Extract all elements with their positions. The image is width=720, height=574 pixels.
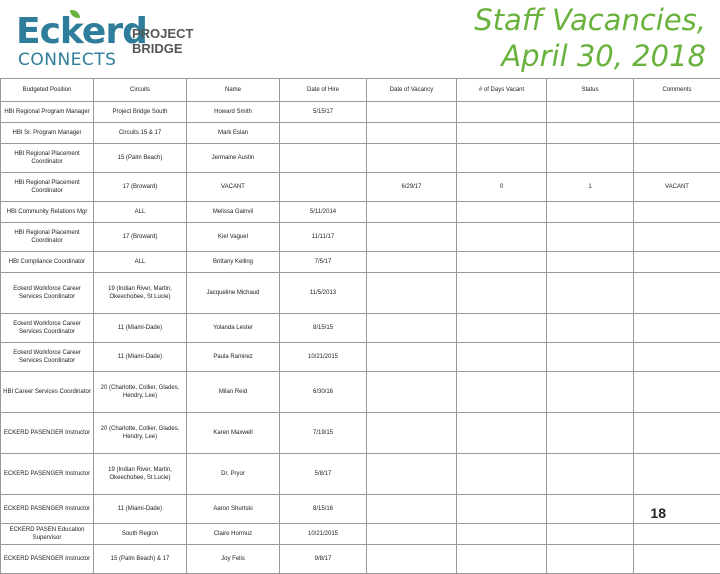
table-cell xyxy=(634,372,720,413)
table-cell: 5/15/17 xyxy=(280,102,367,123)
table-cell xyxy=(634,102,720,123)
title-line-1: Staff Vacancies, xyxy=(474,2,706,38)
table-cell xyxy=(367,202,457,223)
table-cell xyxy=(547,273,634,314)
table-cell: 1 xyxy=(547,173,634,202)
table-cell: 5/11/2014 xyxy=(280,202,367,223)
table-cell xyxy=(457,273,547,314)
table-cell xyxy=(280,173,367,202)
title-line-2: April 30, 2018 xyxy=(474,38,706,74)
table-row xyxy=(1,454,720,495)
table-cell xyxy=(547,123,634,144)
table-row xyxy=(1,223,720,252)
table-cell: 10/21/2015 xyxy=(280,343,367,372)
table-cell xyxy=(457,413,547,454)
table-cell xyxy=(367,343,457,372)
table-cell xyxy=(367,223,457,252)
table-cell xyxy=(634,413,720,454)
column-header: # of Days Vacant xyxy=(457,79,547,102)
table-row xyxy=(1,252,720,273)
table-cell xyxy=(367,102,457,123)
page-number: 18 xyxy=(650,505,666,521)
column-header: Circuits xyxy=(94,79,187,102)
table-cell xyxy=(367,454,457,495)
table-cell xyxy=(634,144,720,173)
column-header: Status xyxy=(547,79,634,102)
table-row xyxy=(1,273,720,314)
table-cell: HBI Career Services Coordinator xyxy=(1,372,94,413)
table-cell: 11 (Miami-Dade) xyxy=(94,343,187,372)
table-cell: 11/11/17 xyxy=(280,223,367,252)
table-cell: 10/21/2015 xyxy=(280,524,367,545)
table-cell xyxy=(457,495,547,524)
table-cell xyxy=(367,123,457,144)
table-cell xyxy=(547,413,634,454)
table-row xyxy=(1,102,720,123)
table-cell: 11/5/2013 xyxy=(280,273,367,314)
eckerd-project-bridge-logo xyxy=(14,10,194,72)
table-row xyxy=(1,343,720,372)
table-cell: 15 (Palm Beach) xyxy=(94,144,187,173)
table-row xyxy=(1,495,720,524)
table-cell: 19 (Indian River, Martin, Okeechobee, St Lucie) xyxy=(94,454,187,495)
table-cell: 8/15/15 xyxy=(280,314,367,343)
table-cell: Circuits 15 & 17 xyxy=(94,123,187,144)
table-cell: Karen Maxwell xyxy=(187,413,280,454)
table-cell: 6/30/16 xyxy=(280,372,367,413)
table-cell xyxy=(367,144,457,173)
column-header: Budgeted Position xyxy=(1,79,94,102)
table-cell xyxy=(634,202,720,223)
logo-connects-text: CONNECTS xyxy=(18,50,116,70)
table-cell: Paula Ramirez xyxy=(187,343,280,372)
table-row xyxy=(1,314,720,343)
table-cell xyxy=(547,202,634,223)
logo-project-bridge xyxy=(132,26,193,56)
table-cell xyxy=(367,545,457,574)
table-cell xyxy=(634,273,720,314)
column-header: Date of Hire xyxy=(280,79,367,102)
table-row xyxy=(1,413,720,454)
table-cell xyxy=(457,314,547,343)
table-cell: HBI Regional Placement Coordinator xyxy=(1,173,94,202)
table-cell xyxy=(457,144,547,173)
column-header: Name xyxy=(187,79,280,102)
table-cell: HBI Sr. Program Manager xyxy=(1,123,94,144)
table-cell xyxy=(280,144,367,173)
table-cell: Jermaine Austin xyxy=(187,144,280,173)
table-cell: 11 (Miami-Dade) xyxy=(94,495,187,524)
table-row xyxy=(1,144,720,173)
table-cell: 11 (Miami-Dade) xyxy=(94,314,187,343)
table-cell xyxy=(367,314,457,343)
table-cell xyxy=(457,524,547,545)
table-cell xyxy=(457,102,547,123)
table-cell: South Region xyxy=(94,524,187,545)
table-cell: Project Bridge South xyxy=(94,102,187,123)
table-cell: VACANT xyxy=(634,173,720,202)
table-cell xyxy=(634,123,720,144)
table-cell: 7/19/15 xyxy=(280,413,367,454)
table-cell xyxy=(367,273,457,314)
table-cell: Brittany Kelling xyxy=(187,252,280,273)
table-row xyxy=(1,372,720,413)
table-cell: HBI Community Relations Mgr xyxy=(1,202,94,223)
table-row xyxy=(1,123,720,144)
table-cell xyxy=(367,495,457,524)
table-cell: HBI Regional Placement Coordinator xyxy=(1,144,94,173)
table-cell: 17 (Broward) xyxy=(94,173,187,202)
table-cell: 20 (Charlotte, Collier, Glades, Hendry, Lee) xyxy=(94,413,187,454)
table-cell: 6/29/17 xyxy=(367,173,457,202)
table-cell xyxy=(367,252,457,273)
logo-bridge-line: BRIDGE xyxy=(132,41,193,56)
table-cell xyxy=(547,144,634,173)
table-cell: 17 (Broward) xyxy=(94,223,187,252)
table-cell: Kiel Vaguel xyxy=(187,223,280,252)
table-cell: Yolanda Lester xyxy=(187,314,280,343)
column-header: Comments xyxy=(634,79,720,102)
table-cell: 9/8/17 xyxy=(280,545,367,574)
table-row xyxy=(1,173,720,202)
table-cell xyxy=(547,343,634,372)
table-body xyxy=(1,102,720,574)
table-cell: ALL xyxy=(94,202,187,223)
table-cell: 8/15/16 xyxy=(280,495,367,524)
table-cell: 5/8/17 xyxy=(280,454,367,495)
table-cell: Eckerd Workforce Career Services Coordinator xyxy=(1,314,94,343)
table-cell: Joy Felis xyxy=(187,545,280,574)
table-cell xyxy=(457,123,547,144)
table-cell xyxy=(547,102,634,123)
table-cell: 15 (Palm Beach) & 17 xyxy=(94,545,187,574)
table-cell xyxy=(547,495,634,524)
table-cell xyxy=(457,202,547,223)
table-cell xyxy=(457,545,547,574)
vacancies-table xyxy=(0,78,720,574)
table-cell: 7/5/17 xyxy=(280,252,367,273)
table-cell xyxy=(457,223,547,252)
table-cell: Mark Eslan xyxy=(187,123,280,144)
table-cell xyxy=(634,454,720,495)
table-cell: HBI Regional Placement Coordinator xyxy=(1,223,94,252)
table-cell xyxy=(634,545,720,574)
table-cell: Eckerd Workforce Career Services Coordinator xyxy=(1,343,94,372)
table-cell: Jacqueline Michaud xyxy=(187,273,280,314)
table-cell xyxy=(457,343,547,372)
logo-project-line: PROJECT xyxy=(132,26,193,41)
logo-eckerd-text: Eckerd xyxy=(16,12,147,52)
column-header: Date of Vacancy xyxy=(367,79,457,102)
table-cell xyxy=(547,524,634,545)
table-cell xyxy=(367,372,457,413)
table-cell xyxy=(547,314,634,343)
table-header-row xyxy=(1,79,720,102)
table-cell: ECKERD PASENGER Instructor xyxy=(1,413,94,454)
table-cell xyxy=(457,454,547,495)
table-cell xyxy=(634,495,720,524)
table-cell: Eckerd Workforce Career Services Coordinator xyxy=(1,273,94,314)
table-cell: HBI Regional Program Manager xyxy=(1,102,94,123)
table-cell xyxy=(280,123,367,144)
table-cell: Milan Reid xyxy=(187,372,280,413)
table-cell xyxy=(634,252,720,273)
table-cell: Howard Smith xyxy=(187,102,280,123)
table-cell xyxy=(634,314,720,343)
table-cell: Melissa Gainvil xyxy=(187,202,280,223)
table-cell xyxy=(547,252,634,273)
table-row xyxy=(1,545,720,574)
table-cell: Aaron Shurtski xyxy=(187,495,280,524)
table-cell: VACANT xyxy=(187,173,280,202)
table-cell: ECKERD PASENGER Instructor xyxy=(1,454,94,495)
table-row xyxy=(1,524,720,545)
table-cell: Dr. Pryor xyxy=(187,454,280,495)
slide-title xyxy=(474,2,706,74)
table-cell xyxy=(634,223,720,252)
table-cell: ALL xyxy=(94,252,187,273)
table-row xyxy=(1,202,720,223)
table-cell xyxy=(634,343,720,372)
table-cell xyxy=(457,252,547,273)
table-cell xyxy=(547,454,634,495)
table-cell xyxy=(547,372,634,413)
table-cell xyxy=(367,524,457,545)
table-cell: 20 (Charlotte, Collier, Glades, Hendry, Lee) xyxy=(94,372,187,413)
table-cell: 0 xyxy=(457,173,547,202)
table-cell: ECKERD PASENGER Instructor xyxy=(1,545,94,574)
table-cell: ECKERD PASENGER Instructor xyxy=(1,495,94,524)
table-cell xyxy=(547,223,634,252)
table-cell xyxy=(634,524,720,545)
table-cell xyxy=(547,545,634,574)
table-cell xyxy=(457,372,547,413)
table-cell: HBI Compliance Coordinator xyxy=(1,252,94,273)
table-cell: Claire Hormuz xyxy=(187,524,280,545)
table-cell: ECKERD PASEN Education Supervisor xyxy=(1,524,94,545)
table-cell xyxy=(367,413,457,454)
table-cell: 19 (Indian River, Martin, Okeechobee, St Lucie) xyxy=(94,273,187,314)
